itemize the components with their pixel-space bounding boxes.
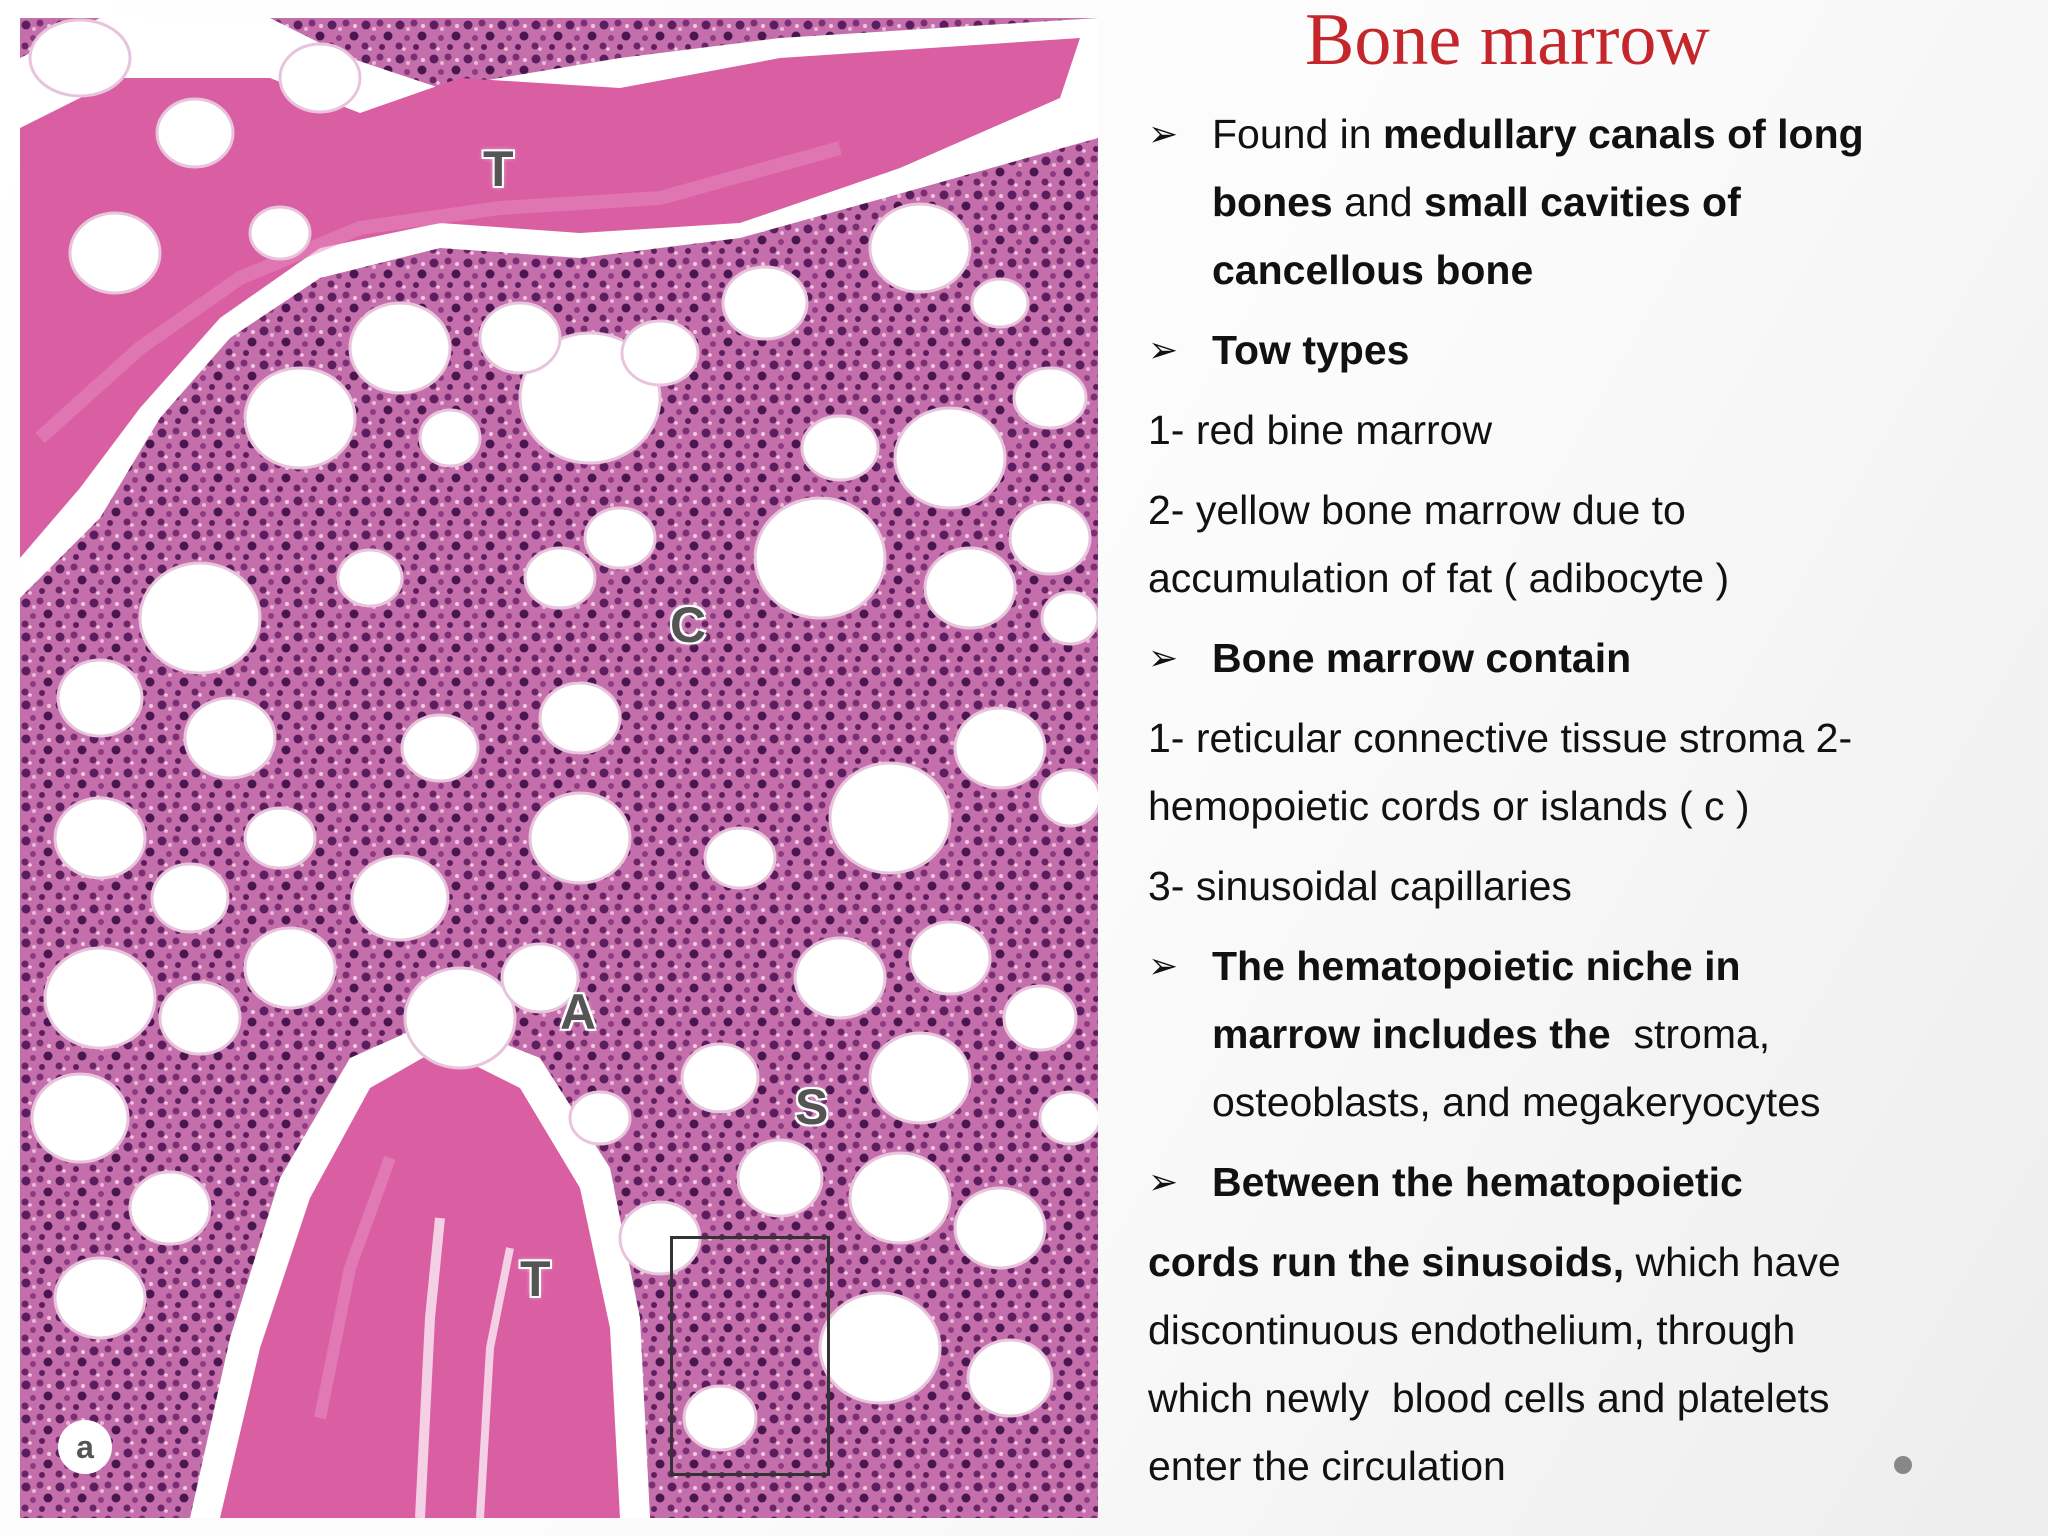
adipocyte [1040, 1092, 1098, 1144]
adipocyte [1040, 770, 1098, 826]
arrowhead-bullet-icon: ➢ [1148, 637, 1179, 678]
slide-body [1148, 100, 2028, 1500]
label-trabecula-top: T [483, 141, 514, 197]
adipocyte [895, 408, 1005, 508]
text-bold: marrow includes the [1212, 1011, 1623, 1057]
adipocyte [32, 1074, 128, 1162]
adipocyte [925, 548, 1015, 628]
adipocyte [55, 1258, 145, 1338]
adipocyte [540, 683, 620, 753]
text-bold: Tow types [1212, 327, 1410, 373]
text-bold: medullary canals of long [1382, 111, 1864, 157]
type-item-cont: accumulation of fat ( adibocyte ) [1148, 555, 1730, 601]
adipocyte [58, 660, 142, 736]
adipocyte [160, 982, 240, 1054]
adipocyte [585, 508, 655, 568]
text: Found in [1212, 111, 1383, 157]
sinusoids-line3: discontinuous endothelium, through [1148, 1307, 1796, 1353]
bullet-niche-line3: osteoblasts, and megakeryocytes [1212, 1079, 1821, 1125]
adipocyte [250, 207, 310, 259]
sinusoids-line4: which newly blood cells and platelets [1148, 1375, 1830, 1421]
adipocyte [245, 368, 355, 468]
adipocyte [245, 808, 315, 868]
bullet-types [1148, 316, 2028, 384]
adipocyte [338, 550, 402, 606]
adipocyte [352, 856, 448, 940]
adipocyte [755, 498, 885, 618]
adipocyte [830, 763, 950, 873]
adipocyte [30, 20, 130, 96]
adipocyte [530, 793, 630, 883]
inset-outline-box [670, 1236, 830, 1476]
adipocyte [405, 968, 515, 1068]
adipocyte [245, 928, 335, 1008]
adipocyte [738, 1140, 822, 1216]
type-item: 1- red bine marrow [1148, 407, 1493, 453]
adipocyte [1014, 368, 1086, 428]
adipocyte [682, 1044, 758, 1112]
contain-item: 3- sinusoidal capillaries [1148, 863, 1572, 909]
text-bold: Between the hematopoietic [1212, 1159, 1743, 1205]
adipocyte [955, 708, 1045, 788]
label-hemopoietic-cords: C [670, 597, 707, 653]
adipocyte [795, 938, 885, 1018]
adipocyte [157, 99, 233, 167]
adipocyte [480, 303, 560, 373]
adipocyte [525, 548, 595, 608]
text: stroma, [1622, 1011, 1771, 1057]
histology-micrograph [20, 18, 1098, 1518]
bullet-location-line2 [1148, 168, 2028, 236]
text-bold: bones [1212, 179, 1333, 225]
adipocyte [968, 1340, 1052, 1416]
bullet-location [1148, 100, 2028, 168]
adipocyte [910, 922, 990, 994]
page-indicator-dot [1894, 1456, 1912, 1474]
adipocyte [70, 213, 160, 293]
arrowhead-bullet-icon: ➢ [1148, 113, 1179, 154]
text-bold: small cavities of [1423, 179, 1741, 225]
adipocyte [152, 864, 228, 932]
bullet-niche [1148, 932, 2028, 1000]
adipocyte [140, 563, 260, 673]
adipocyte [280, 44, 360, 112]
arrowhead-bullet-icon: ➢ [1148, 1161, 1179, 1202]
label-adipocyte: A [560, 984, 597, 1040]
arrowhead-bullet-icon: ➢ [1148, 945, 1179, 986]
contain-item: 1- reticular connective tissue stroma 2- [1148, 715, 1853, 761]
adipocyte [185, 698, 275, 778]
adipocyte [723, 267, 807, 339]
adipocyte [802, 416, 878, 480]
text-bold: The hematopoietic niche in [1212, 943, 1741, 989]
adipocyte [972, 279, 1028, 327]
adipocyte [350, 303, 450, 393]
label-sinusoid: S [795, 1079, 829, 1135]
adipocyte [420, 410, 480, 466]
adipocyte [55, 798, 145, 878]
bullet-contain [1148, 624, 2028, 692]
adipocyte [870, 1033, 970, 1123]
adipocyte [850, 1153, 950, 1243]
panel-letter: a [58, 1420, 112, 1474]
text-bold: cancellous bone [1212, 247, 1534, 293]
bullet-location-line3 [1148, 236, 2028, 304]
text-bold: cords run the sinusoids, [1148, 1239, 1625, 1285]
text-bold: Bone marrow contain [1212, 635, 1632, 681]
adipocyte [820, 1293, 940, 1403]
text: and [1332, 179, 1424, 225]
bullet-sinusoids [1148, 1148, 2028, 1216]
adipocyte [1042, 592, 1098, 644]
bullet-niche-line2 [1148, 1000, 2028, 1068]
adipocyte [955, 1188, 1045, 1268]
adipocyte [1010, 502, 1090, 574]
adipocyte [45, 948, 155, 1048]
adipocyte [1004, 986, 1076, 1050]
micrograph-image [20, 18, 1098, 1518]
label-trabecula-bottom: T [520, 1251, 551, 1307]
text: which have [1624, 1239, 1841, 1285]
slide-title: Bone marrow [1305, 0, 1710, 81]
adipocyte [622, 321, 698, 385]
sinusoids-line2 [1148, 1228, 2028, 1296]
arrowhead-bullet-icon: ➢ [1148, 329, 1179, 370]
type-item: 2- yellow bone marrow due to [1148, 487, 1686, 533]
adipocyte [130, 1172, 210, 1244]
adipocyte [570, 1092, 630, 1144]
adipocyte [402, 715, 478, 781]
adipocyte [705, 828, 775, 888]
sinusoids-line5: enter the circulation [1148, 1443, 1506, 1489]
adipocyte [870, 204, 970, 292]
contain-item-cont: hemopoietic cords or islands ( c ) [1148, 783, 1750, 829]
